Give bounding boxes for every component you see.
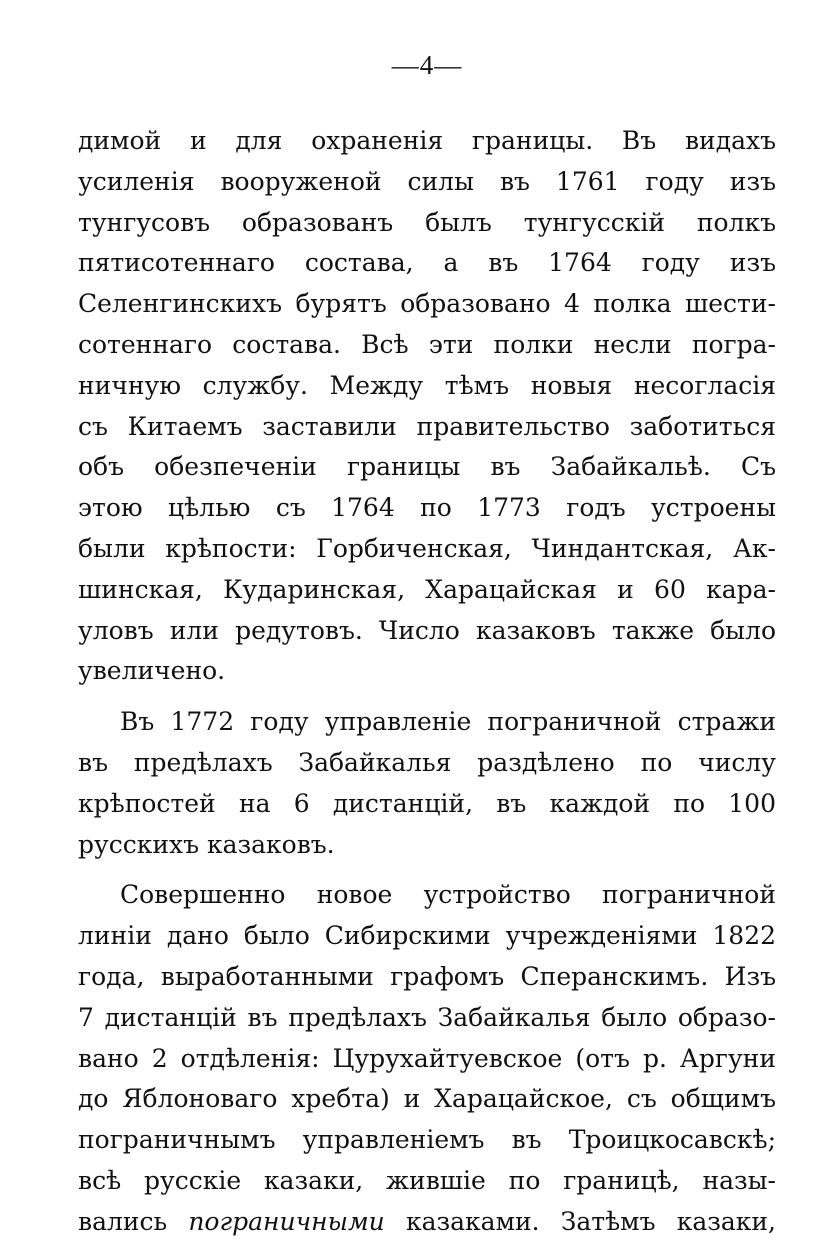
text-line: съ Китаемъ заставили правительство заботиться bbox=[78, 411, 776, 441]
text-line: сотеннаго состава. Всѣ эти полки несли погра- bbox=[78, 329, 776, 359]
text-line: 7 дистанцій въ предѣлахъ Забайкалья было образо- bbox=[78, 1002, 776, 1032]
text-segment: вались bbox=[78, 1206, 168, 1236]
text-line: до Яблоноваго хребта) и Харацайское, съ общимъ bbox=[78, 1084, 776, 1114]
text-line: шинская, Кударинская, Харацайская и 60 кара- bbox=[78, 574, 776, 604]
page-number: —4— bbox=[391, 50, 463, 80]
text-line: линіи дано было Сибирскими учрежденіями 1822 bbox=[78, 921, 776, 951]
text-line: года, выработанными графомъ Сперанскимъ. Изъ bbox=[78, 961, 776, 991]
text-line: вано 2 отдѣленія: Цурухайтуевское (отъ р. Аргуни bbox=[78, 1043, 776, 1073]
italic-term: пограничными bbox=[188, 1206, 385, 1236]
text-line: всѣ русскіе казаки, жившіе по границѣ, назы- bbox=[78, 1165, 776, 1195]
text-line: усиленія вооруженой силы въ 1761 году изъ bbox=[78, 166, 776, 196]
text-line: Совершенно новое устройство пограничной bbox=[120, 880, 776, 910]
paragraph-2 bbox=[78, 702, 776, 865]
text-line-with-italic bbox=[78, 1202, 776, 1243]
text-line: пограничнымъ управленіемъ въ Троицкосавскѣ; bbox=[78, 1125, 776, 1155]
paragraph-1 bbox=[78, 121, 776, 692]
text-line: были крѣпости: Горбиченская, Чиндантская, Ак- bbox=[78, 533, 776, 563]
text-line: уловъ или редутовъ. Число казаковъ также было bbox=[78, 615, 776, 645]
text-line: Въ 1772 году управленіе пограничной стражи bbox=[120, 707, 776, 737]
text-line: русскихъ казаковъ. bbox=[78, 829, 335, 859]
text-line: этою цѣлью съ 1764 по 1773 годъ устроены bbox=[78, 493, 776, 523]
text-line: ничную службу. Между тѣмъ новыя несогласія bbox=[78, 370, 776, 400]
paragraph-3 bbox=[78, 875, 776, 1242]
text-line: увеличено. bbox=[78, 656, 226, 686]
text-line: тунгусовъ образованъ былъ тунгусскій полкъ bbox=[78, 207, 776, 237]
text-segment: казаками. Затѣмъ казаки, bbox=[405, 1206, 776, 1236]
text-line: въ предѣлахъ Забайкалья раздѣлено по числу bbox=[78, 747, 776, 777]
text-line: димой и для охраненія границы. Въ видахъ bbox=[78, 126, 776, 155]
text-line: объ обезпеченіи границы въ Забайкальѣ. Съ bbox=[78, 452, 776, 482]
text-line: крѣпостей на 6 дистанцій, въ каждой по 100 bbox=[78, 788, 776, 818]
text-line: пятисотеннаго состава, а въ 1764 году изъ bbox=[78, 248, 776, 278]
text-line: Селенгинскихъ бурятъ образовано 4 полка шести- bbox=[78, 289, 776, 319]
body-text bbox=[78, 121, 776, 1243]
